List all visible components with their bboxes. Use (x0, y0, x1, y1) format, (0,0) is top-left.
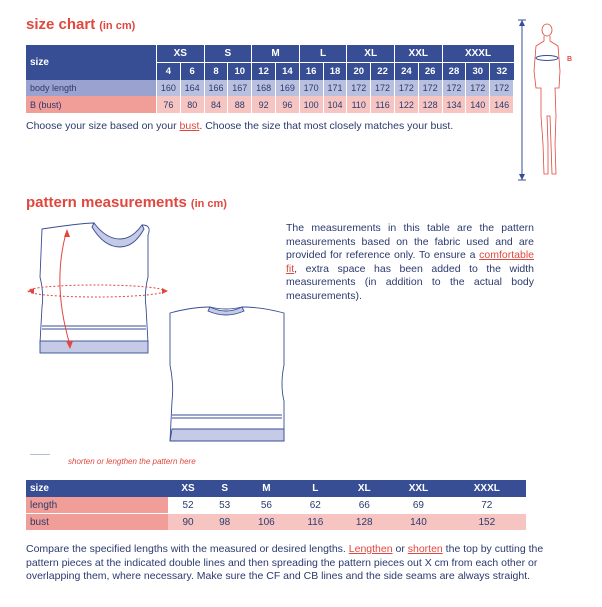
table-cell: 62 (291, 497, 339, 514)
row-label: length (26, 497, 168, 514)
column-header: XL (339, 480, 389, 497)
table-cell: 134 (442, 96, 466, 113)
bust-link[interactable]: bust (179, 120, 200, 132)
sub-size-cell: 4 (157, 63, 181, 81)
sub-size-cell: 32 (490, 63, 514, 81)
table-cell: 96 (275, 96, 299, 113)
table-cell: 140 (389, 514, 447, 531)
table-cell: 116 (371, 96, 395, 113)
group-header: L (299, 45, 347, 63)
table-cell: 92 (252, 96, 276, 113)
group-header: XXXL (464, 48, 492, 59)
table-cell: 106 (241, 514, 291, 531)
table-cell: 146 (490, 96, 514, 113)
table-cell: 72 (448, 497, 526, 514)
group-header: XL (347, 45, 395, 63)
pattern-title: pattern measurements (in cm) (26, 194, 227, 211)
column-header: XS (168, 480, 208, 497)
bust-label: B (567, 56, 573, 63)
table-cell: 168 (252, 80, 276, 96)
row-label: bust (26, 514, 168, 531)
table-cell: 69 (389, 497, 447, 514)
table-cell: 122 (394, 96, 418, 113)
sub-size-cell: 20 (347, 63, 371, 81)
table-cell: 90 (168, 514, 208, 531)
pattern-table (26, 480, 526, 530)
table-cell: 140 (466, 96, 490, 113)
group-header: M (252, 45, 300, 63)
sub-size-cell: 6 (180, 63, 204, 81)
table-cell: 84 (204, 96, 228, 113)
table-cell: 100 (299, 96, 323, 113)
group-header: XS (157, 45, 205, 63)
table-cell: 110 (347, 96, 371, 113)
table-cell: 66 (339, 497, 389, 514)
back-top-sketch (170, 307, 284, 441)
group-header: XXL (394, 45, 442, 63)
table-cell: 104 (323, 96, 347, 113)
table-cell: 160 (157, 80, 181, 96)
lengthen-link[interactable]: Lengthen (348, 543, 393, 555)
sub-size-cell: 8 (204, 63, 228, 81)
table-cell: 172 (347, 80, 371, 96)
table-cell: 116 (291, 514, 339, 531)
column-header: L (291, 480, 339, 497)
column-header: S (208, 480, 241, 497)
table-cell: 52 (168, 497, 208, 514)
sub-size-cell: 16 (299, 63, 323, 81)
size-note: Choose your size based on your bust. Choose the size that most closely matches your bust. (26, 120, 454, 132)
shorten-link[interactable]: shorten (407, 543, 443, 555)
sub-size-cell: 22 (371, 63, 395, 81)
table-cell: 98 (208, 514, 241, 531)
footer-note: Compare the specified lengths with the measured or desired lengths. Lengthen or shorten the top by cutting the pattern pieces at the indicated double lines and then spreading the pattern pieces out X cm from each other or overlapping them, where necessary. Make sure the CF and CB lines and the side seams are always straight. (26, 543, 544, 582)
sub-size-cell: 26 (418, 63, 442, 81)
size-chart-table (26, 45, 514, 113)
column-header: M (241, 480, 291, 497)
legend-text: shorten or lengthen the pattern here (68, 457, 196, 466)
pattern-description: The measurements in this table are the pattern measurements based on the fabric used and are provided for reference only. To ensure a comfortable fit, extra space has been added to the width measurements (in addition to the actual body measurements). (286, 222, 534, 302)
sub-size-cell: 24 (394, 63, 418, 81)
column-header: XXL (389, 480, 447, 497)
pattern-illustration (22, 215, 302, 455)
body-figure (514, 16, 574, 186)
column-header: size (26, 480, 168, 497)
table-cell: 76 (157, 96, 181, 113)
table-cell: 80 (180, 96, 204, 113)
sub-size-cell: 12 (252, 63, 276, 81)
table-cell: 172 (418, 80, 442, 96)
row-label: B (bust) (26, 96, 157, 113)
table-cell: 172 (466, 80, 490, 96)
sub-size-cell: 10 (228, 63, 252, 81)
table-cell: 128 (339, 514, 389, 531)
table-cell: 171 (323, 80, 347, 96)
sub-size-cell: 30 (466, 63, 490, 81)
sub-size-cell: 28 (442, 63, 466, 81)
table-cell: 53 (208, 497, 241, 514)
table-cell: 170 (299, 80, 323, 96)
woman-figure-icon (534, 24, 560, 174)
table-cell: 166 (204, 80, 228, 96)
size-chart-title: size chart (in cm) (26, 16, 136, 33)
front-top-sketch (40, 223, 149, 353)
size-header: size (26, 45, 157, 80)
table-cell: 56 (241, 497, 291, 514)
table-cell: 128 (418, 96, 442, 113)
table-cell: 167 (228, 80, 252, 96)
table-cell: 169 (275, 80, 299, 96)
table-cell: 88 (228, 96, 252, 113)
comfortable-fit-link[interactable]: comfortable fit (286, 249, 534, 275)
bust-line (536, 56, 558, 61)
sub-size-cell: 18 (323, 63, 347, 81)
group-header: S (204, 45, 252, 63)
table-cell: 172 (371, 80, 395, 96)
table-cell: 152 (448, 514, 526, 531)
table-cell: 172 (490, 80, 514, 96)
sub-size-cell: 14 (275, 63, 299, 81)
table-cell: 172 (394, 80, 418, 96)
table-cell: 164 (180, 80, 204, 96)
row-label: body length (26, 80, 157, 96)
table-cell: 172 (442, 80, 466, 96)
column-header: XXXL (448, 480, 526, 497)
